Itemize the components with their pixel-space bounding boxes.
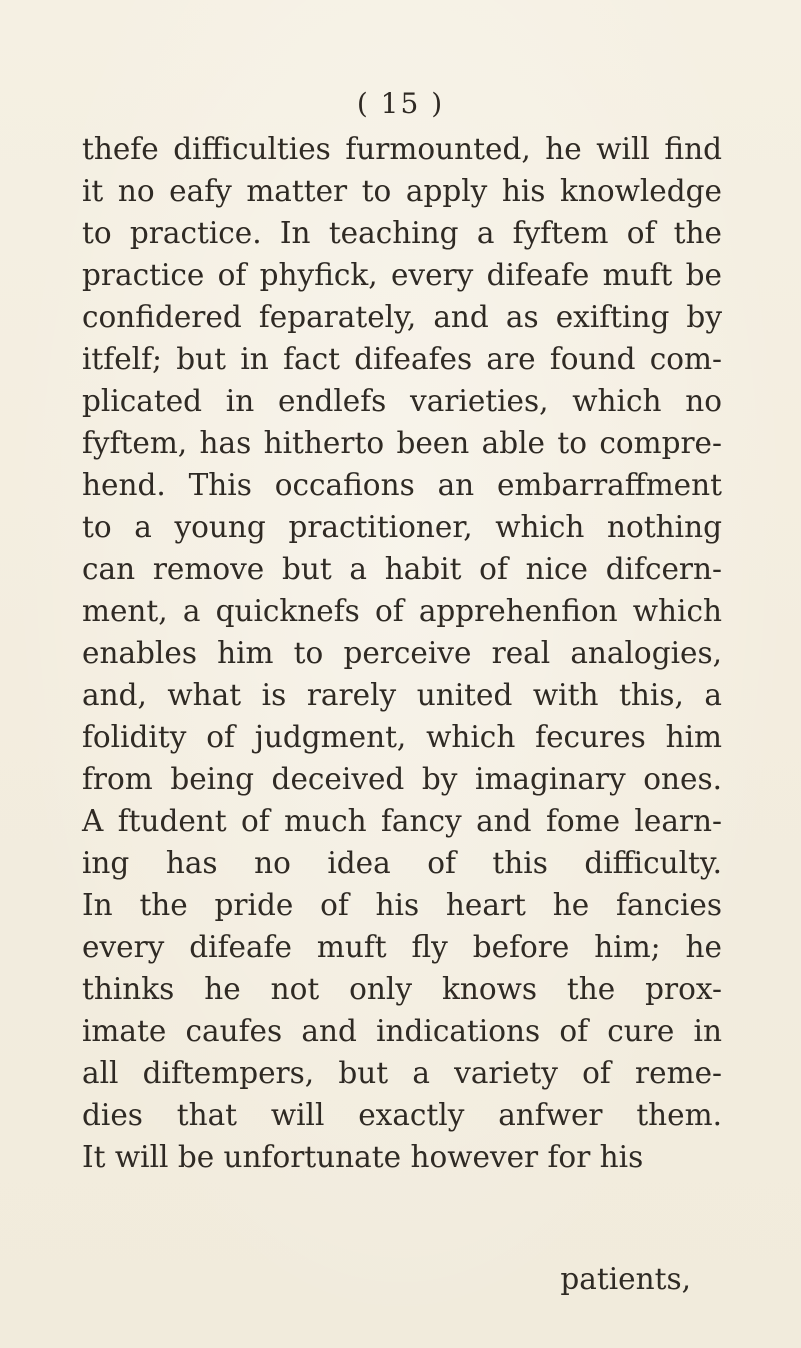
text-line: ment, a quicknefs of apprehenfion which [82, 594, 722, 628]
text-line: from being deceived by imaginary ones. [82, 762, 722, 796]
text-line: confidered feparately, and as exifting by [82, 300, 722, 334]
text-line: every difeafe muft fly before him; he [82, 930, 722, 964]
text-line: enables him to perceive real analogies, [82, 636, 722, 670]
text-line: and, what is rarely united with this, a [82, 678, 722, 712]
text-line: fyftem, has hitherto been able to compre- [82, 426, 722, 460]
text-line: In the pride of his heart he fancies [82, 888, 722, 922]
page-number: ( 15 ) [356, 87, 445, 120]
text-line: it no eafy matter to apply his knowledge [82, 174, 722, 208]
text-line: imate caufes and indications of cure in [82, 1014, 722, 1048]
text-line: can remove but a habit of nice difcern- [82, 552, 722, 586]
text-line: It will be unfortunate however for his [82, 1140, 644, 1174]
catchword: patients, [560, 1262, 691, 1296]
text-line: hend. This occafions an embarraffment [82, 468, 722, 502]
text-line: all diftempers, but a variety of reme- [82, 1056, 722, 1090]
text-line: dies that will exactly anfwer them. [82, 1098, 722, 1132]
text-line: ing has no idea of this difficulty. [82, 846, 722, 880]
text-line: folidity of judgment, which fecures him [82, 720, 722, 754]
text-line: to practice. In teaching a fyftem of the [82, 216, 722, 250]
text-line: plicated in endlefs varieties, which no [82, 384, 722, 418]
text-line: itfelf; but in fact difeafes are found com- [82, 342, 722, 376]
text-line: thinks he not only knows the prox- [82, 972, 722, 1006]
text-line: thefe difficulties furmounted, he will find [82, 132, 722, 166]
body-text [82, 128, 722, 1178]
text-line: to a young practitioner, which nothing [82, 510, 722, 544]
text-line: practice of phyfick, every difeafe muft be [82, 258, 722, 292]
text-line: A ftudent of much fancy and fome learn- [82, 804, 722, 838]
